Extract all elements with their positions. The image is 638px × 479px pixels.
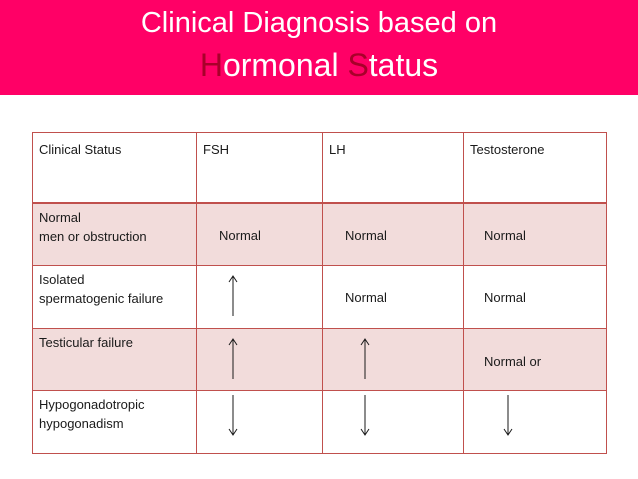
column-header-fsh: FSH: [197, 133, 323, 204]
column-header-lh: LH: [323, 133, 464, 204]
title-letter-s: S: [347, 47, 369, 83]
fsh-cell: [197, 391, 323, 454]
testosterone-value: Normal: [484, 290, 526, 305]
status-cell: [33, 203, 197, 266]
up-arrow-icon: [359, 337, 371, 381]
title-letter-h: H: [199, 47, 223, 83]
title-line-2: [0, 46, 638, 84]
status-line-1: Testicular failure: [39, 335, 133, 350]
title-word-tatus: tatus: [368, 47, 439, 83]
status-cell: [33, 266, 197, 329]
lh-cell: [323, 266, 464, 329]
table-header-row: [33, 133, 607, 204]
lh-cell: [323, 391, 464, 454]
hormonal-status-table: [32, 132, 607, 454]
column-header-clinical-status: Clinical Status: [33, 133, 197, 204]
testosterone-cell: [464, 203, 607, 266]
status-line-1: Hypogonadotropic: [39, 397, 145, 412]
table-row: [33, 391, 607, 454]
lh-cell: [323, 203, 464, 266]
title-word-ormonal: ormonal: [222, 47, 348, 83]
column-header-testosterone: Testosterone: [464, 133, 607, 204]
testosterone-cell: [464, 391, 607, 454]
title-line-1: Clinical Diagnosis based on: [140, 7, 498, 39]
testosterone-cell: [464, 329, 607, 391]
lh-cell: [323, 329, 464, 391]
table-row: [33, 329, 607, 391]
status-line-2: men or obstruction: [39, 229, 147, 244]
down-arrow-icon: [502, 393, 514, 437]
table-row: [33, 266, 607, 329]
status-line-1: Normal: [39, 210, 81, 225]
testosterone-value: Normal or: [484, 354, 542, 369]
status-cell: [33, 329, 197, 391]
up-arrow-icon: [227, 337, 239, 381]
table-row: [33, 203, 607, 266]
status-line-1: Isolated: [39, 272, 85, 287]
testosterone-cell: [464, 266, 607, 329]
fsh-cell: [197, 329, 323, 391]
status-line-2: hypogonadism: [39, 416, 124, 431]
status-line-2: spermatogenic failure: [39, 291, 164, 306]
lh-value: Normal: [345, 228, 387, 243]
down-arrow-icon: [359, 393, 371, 437]
up-arrow-icon: [227, 274, 239, 318]
down-arrow-icon: [227, 393, 239, 437]
fsh-cell: [197, 266, 323, 329]
testosterone-value: Normal: [484, 228, 526, 243]
status-cell: [33, 391, 197, 454]
fsh-value: Normal: [219, 228, 261, 243]
fsh-cell: [197, 203, 323, 266]
lh-value: Normal: [345, 290, 387, 305]
title-banner: [0, 0, 638, 95]
